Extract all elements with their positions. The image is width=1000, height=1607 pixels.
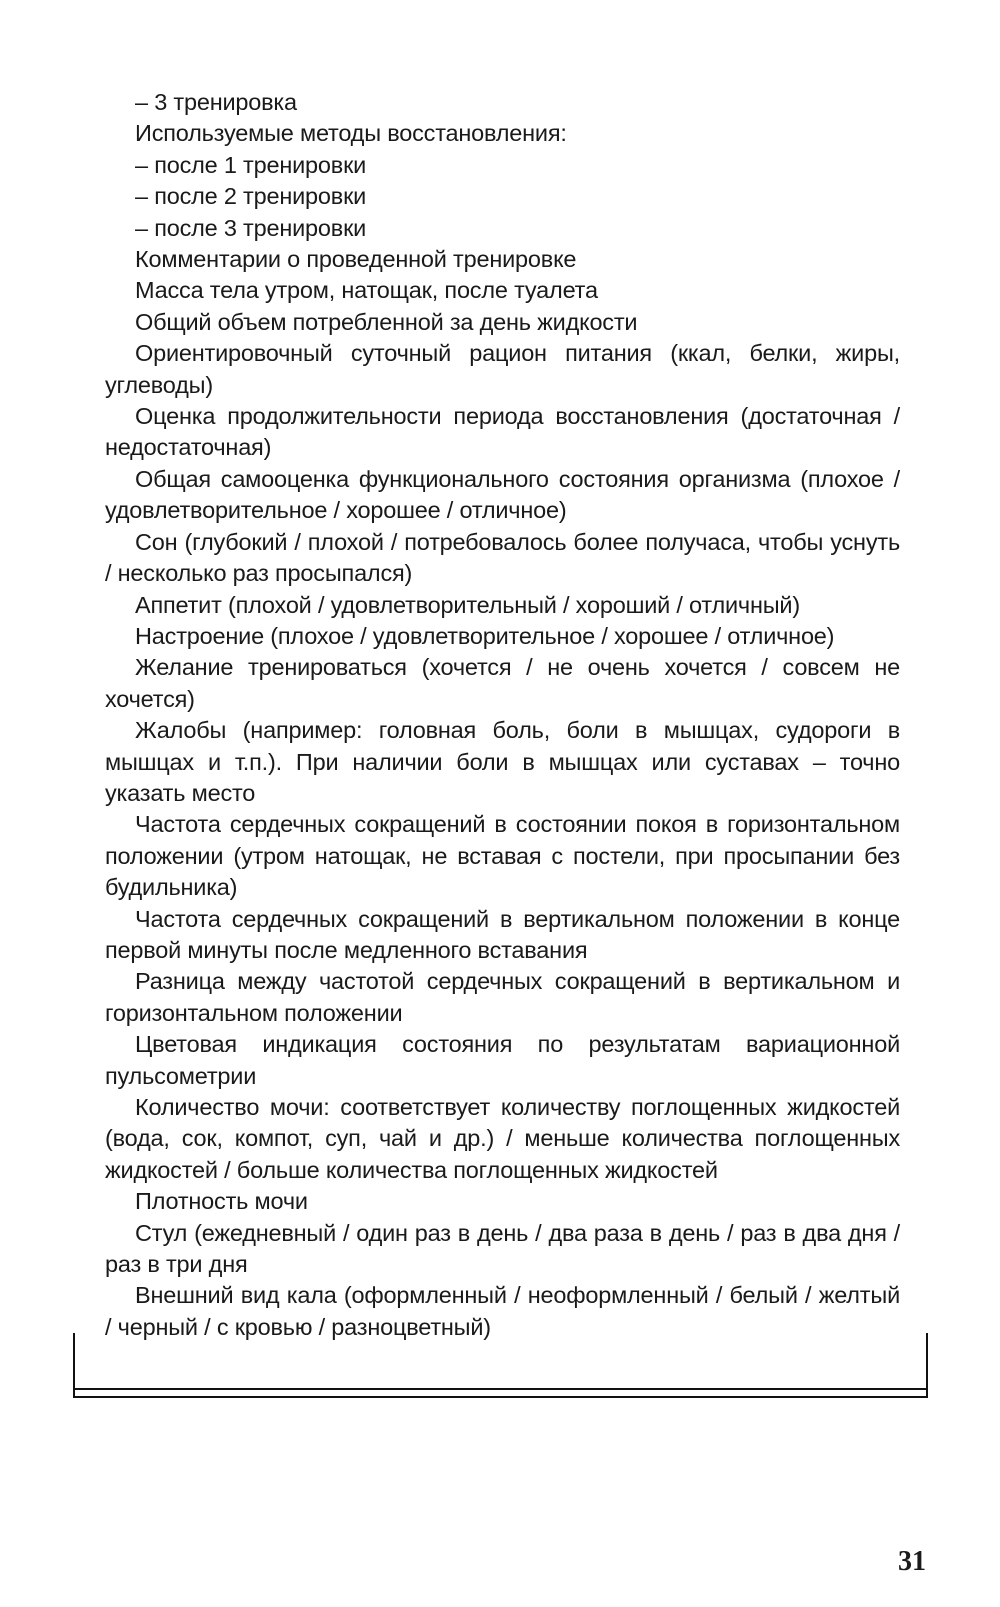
list-item: Количество мочи: соответствует количеству поглощенных жидкостей (вода, сок, компот, суп, чай и др.) / меньше количества поглощенных жидкостей / больше количества поглощенных жидкостей xyxy=(105,1094,900,1183)
list-item: Комментарии о проведенной тренировке xyxy=(135,246,577,273)
list-item: – после 3 тренировки xyxy=(135,214,367,241)
list-item: Частота сердечных сокращений в состоянии покоя в горизонтальном положении (утром натощак, не вставая с постели, при просыпании без будильника) xyxy=(105,811,900,901)
list-item: Аппетит (плохой / удовлетворительный / хороший / отличный) xyxy=(135,591,800,618)
list-item: Внешний вид кала (оформленный / неоформленный / белый / желтый / черный / с кровью / разноцветный) xyxy=(105,1282,900,1340)
list-item: Сон (глубокий / плохой / потребовалось более получаса, чтобы уснуть / несколько раз просыпался) xyxy=(105,528,900,587)
list-item: Разница между частотой сердечных сокращений в вертикальном и горизонтальном положении xyxy=(105,968,900,1026)
list-item: Плотность мочи xyxy=(135,1188,308,1215)
list-item: Общий объем потребленной за день жидкости xyxy=(135,308,638,335)
page-number: 31 xyxy=(898,1546,926,1577)
list-item: Используемые методы восстановления: xyxy=(135,120,567,147)
table-frame-bottom-rule-double xyxy=(73,1396,928,1398)
list-item: – после 2 тренировки xyxy=(135,183,367,210)
list-item: Стул (ежедневный / один раз в день / два раза в день / раз в два дня / раз в три дня xyxy=(105,1219,900,1278)
list-item: Цветовая индикация состояния по результатам вариационной пульсометрии xyxy=(105,1031,900,1089)
list-item: Жалобы (например: головная боль, боли в мышцах, судороги в мышцах и т.п.). При наличии боли в мышцах или суставах – точно указать место xyxy=(105,717,900,806)
list-item: Желание тренироваться (хочется / не очень хочется / совсем не хочется) xyxy=(105,654,900,712)
list-item: Частота сердечных сокращений в вертикальном положении в конце первой минуты после медленного вставания xyxy=(105,905,900,963)
list-item: – 3 тренировка xyxy=(135,89,297,115)
list-item: Настроение (плохое / удовлетворительное / хорошее / отличное) xyxy=(135,622,835,649)
table-frame-bottom-rule xyxy=(73,1388,928,1390)
list-item: – после 1 тренировки xyxy=(135,151,367,178)
list-item: Масса тела утром, натощак, после туалета xyxy=(135,277,598,304)
list-item: Ориентировочный суточный рацион питания (ккал, белки, жиры, углеводы) xyxy=(105,340,900,398)
list-item: Общая самооценка функционального состояния организма (плохое / удовлетворительное / хорошее / отличное) xyxy=(105,465,900,524)
diary-field-list xyxy=(105,87,900,1343)
list-item: Оценка продолжительности периода восстановления (достаточная / недостаточная) xyxy=(105,403,900,461)
